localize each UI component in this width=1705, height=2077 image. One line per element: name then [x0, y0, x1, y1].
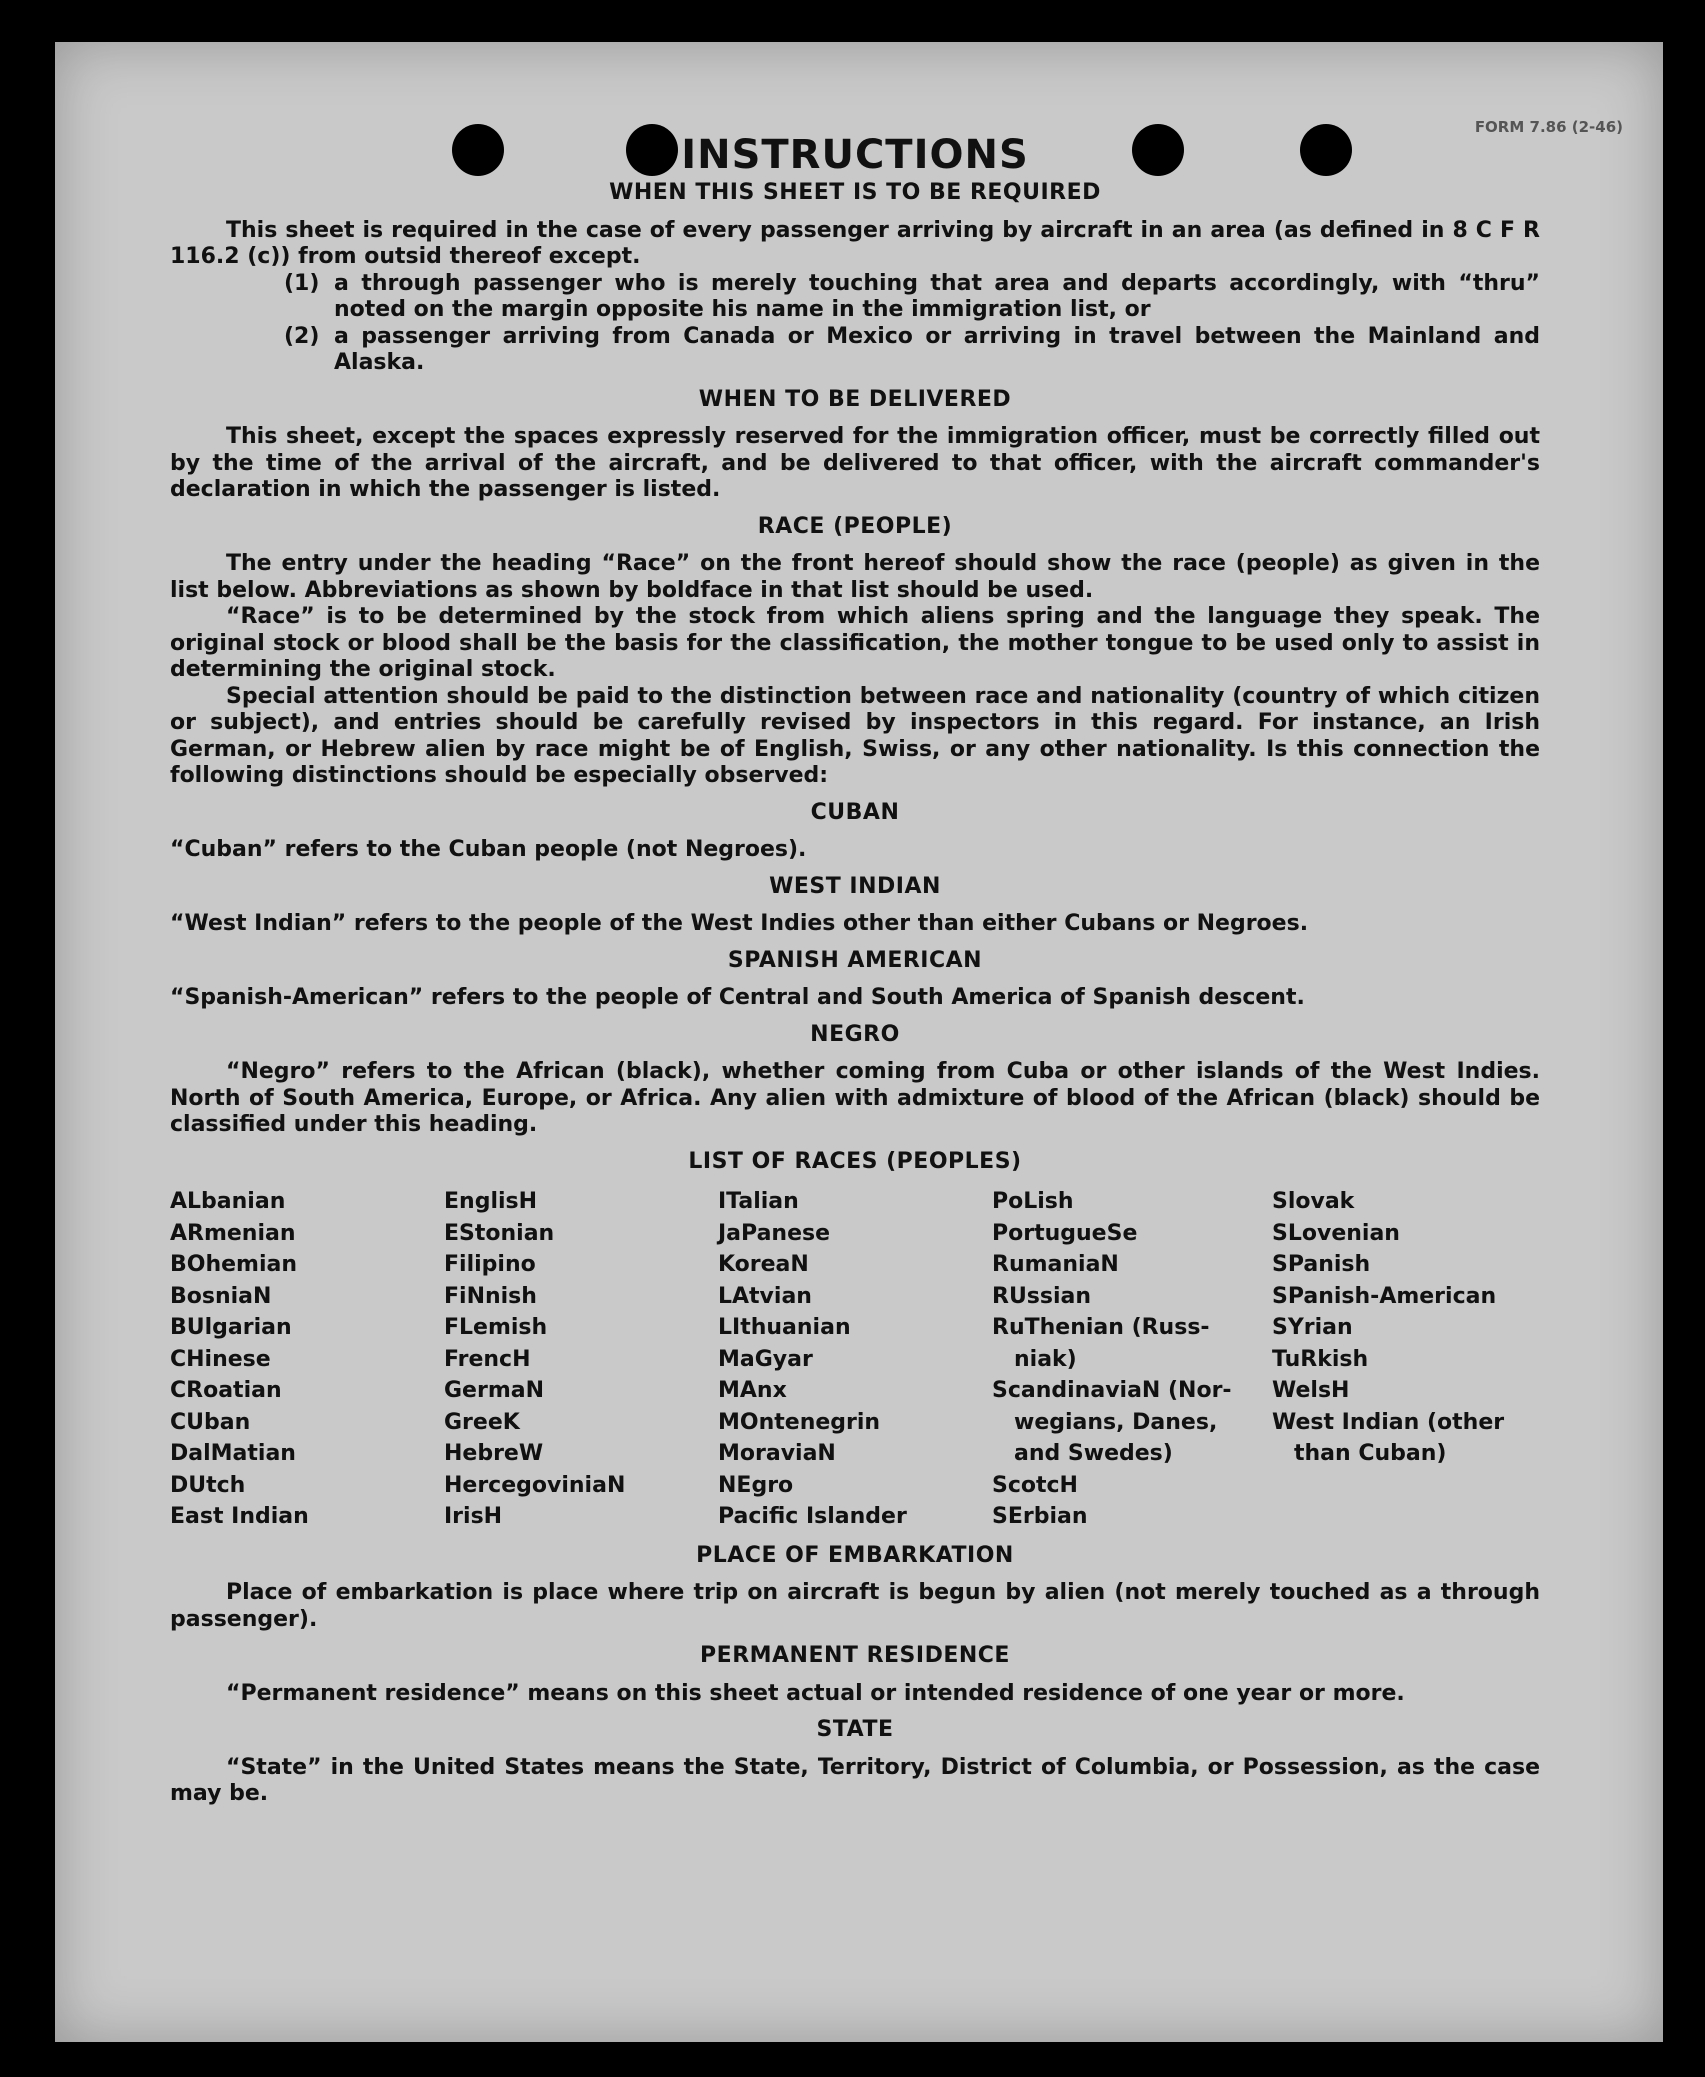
race-item: SPanish-American: [1272, 1283, 1497, 1309]
race-item: FiNnish: [444, 1283, 537, 1309]
race-paragraph: Special attention should be paid to the distinction between race and nationality (country of which citizen or subject), and entries should be carefully revised by inspectors in this regard. For instance, an Irish German, or Hebrew alien by race might be of English, Swiss, or any other nationality. Is this connection the following distinctions should be especially observed:: [170, 683, 1540, 788]
race-column: [718, 1186, 992, 1533]
race-item: CRoatian: [170, 1378, 282, 1403]
race-item: BosniaN: [170, 1283, 272, 1309]
spanish-american-text: “Spanish-American” refers to the people of Central and South America of Spanish descent.: [170, 985, 1305, 1010]
heading-cuban: CUBAN: [810, 799, 900, 825]
race-item: Pacific Islander: [718, 1504, 907, 1529]
race-paragraph: “Race” is to be determined by the stock from which aliens spring and the language they speak. The original stock or blood shall be the basis for the classification, the mother tongue to be used only to assist in determining the original stock.: [170, 604, 1540, 682]
exception-number: (1): [284, 270, 320, 296]
race-item: CHinese: [170, 1346, 271, 1372]
race-item: PoLish: [992, 1189, 1074, 1214]
heading-permanent-residence: PERMANENT RESIDENCE: [700, 1643, 1010, 1668]
when-required-intro: This sheet is required in the case of every passenger arriving by aircraft in an area (as defined in 8 C F R 116.2 (c)) from outsid thereof except.: [170, 217, 1540, 269]
race-item: LAtvian: [718, 1283, 812, 1309]
race-item: SYrian: [1272, 1315, 1353, 1340]
race-item: FrencH: [444, 1346, 531, 1372]
race-column: [170, 1186, 444, 1533]
form-number: FORM 7.86 (2-46): [1474, 118, 1623, 136]
race-item: CUban: [170, 1409, 251, 1435]
race-item: EStonian: [444, 1220, 555, 1246]
race-item: wegians, Danes,: [1014, 1409, 1218, 1435]
race-item: ARmenian: [170, 1220, 296, 1246]
race-column: [992, 1186, 1272, 1533]
race-item: West Indian (other: [1272, 1409, 1505, 1435]
instructions-body: [170, 132, 1540, 1808]
race-item: ScotcH: [992, 1472, 1078, 1498]
heading-negro: NEGRO: [810, 1021, 900, 1047]
residence-text: “Permanent residence” means on this sheet actual or intended residence of one year or more.: [226, 1680, 1405, 1706]
race-item: HebreW: [444, 1441, 544, 1466]
heading-when-delivered: WHEN TO BE DELIVERED: [698, 386, 1012, 412]
race-item: niak): [1014, 1346, 1077, 1372]
race-item: SErbian: [992, 1504, 1088, 1529]
race-item: ITalian: [718, 1189, 799, 1214]
heading-west-indian: WEST INDIAN: [769, 873, 941, 899]
race-item: IrisH: [444, 1504, 503, 1529]
race-item: GermaN: [444, 1378, 545, 1403]
race-item: DUtch: [170, 1472, 246, 1498]
race-list: [170, 1186, 1540, 1533]
state-text: “State” in the United States means the State, Territory, District of Columbia, or Possession, as the case may be.: [170, 1754, 1540, 1806]
race-item: WelsH: [1272, 1378, 1350, 1403]
race-item: RUssian: [992, 1283, 1092, 1309]
race-item: MaGyar: [718, 1346, 813, 1372]
race-item: MAnx: [718, 1378, 787, 1403]
when-delivered-text: This sheet, except the spaces expressly reserved for the immigration officer, must be correctly filled out by the time of the arrival of the aircraft, and be delivered to that officer, with the aircraft commander's declaration in which the passenger is listed.: [170, 424, 1540, 502]
embarkation-text: Place of embarkation is place where trip on aircraft is begun by alien (not merely touched as a through passenger).: [170, 1580, 1540, 1632]
heading-when-required: WHEN THIS SHEET IS TO BE REQUIRED: [609, 180, 1101, 205]
heading-list-of-races: LIST OF RACES (PEOPLES): [688, 1148, 1022, 1174]
heading-spanish-american: SPANISH AMERICAN: [727, 947, 983, 973]
race-item: EnglisH: [444, 1189, 538, 1214]
race-item: Slovak: [1272, 1189, 1355, 1214]
race-item: KoreaN: [718, 1252, 809, 1277]
race-item: East Indian: [170, 1504, 309, 1529]
exception-text: a passenger arriving from Canada or Mexico or arriving in travel between the Mainland and Alaska.: [334, 323, 1540, 375]
exception-number: (2): [284, 323, 320, 349]
race-item: than Cuban): [1294, 1441, 1447, 1466]
race-item: LIthuanian: [718, 1315, 851, 1340]
race-item: RumaniaN: [992, 1252, 1119, 1277]
race-column: [444, 1186, 718, 1533]
race-item: BUlgarian: [170, 1315, 292, 1340]
race-item: Filipino: [444, 1252, 536, 1277]
cuban-text: “Cuban” refers to the Cuban people (not Negroes).: [170, 837, 807, 862]
west-indian-text: “West Indian” refers to the people of the West Indies other than either Cubans or Negroes.: [170, 911, 1309, 936]
race-item: and Swedes): [1014, 1441, 1173, 1466]
exception-text: a through passenger who is merely touching that area and departs accordingly, with “thru” noted on the margin opposite his name in the immigration list, or: [334, 270, 1540, 322]
race-item: JaPanese: [718, 1220, 831, 1246]
race-item: DalMatian: [170, 1441, 296, 1466]
negro-text: “Negro” refers to the African (black), whether coming from Cuba or other islands of the West Indies. North of South America, Europe, or Africa. Any alien with admixture of blood of the African (black) should be classified under this heading.: [170, 1059, 1540, 1137]
exception-item: [170, 271, 1540, 324]
race-item: NEgro: [718, 1472, 794, 1498]
race-item: GreeK: [444, 1409, 520, 1435]
race-item: TuRkish: [1272, 1346, 1369, 1372]
race-item: BOhemian: [170, 1252, 298, 1277]
exception-item: [170, 324, 1540, 377]
page-title: INSTRUCTIONS: [681, 132, 1029, 178]
heading-race: RACE (PEOPLE): [757, 513, 953, 539]
race-column: [1272, 1186, 1540, 1533]
race-item: PortugueSe: [992, 1220, 1138, 1246]
race-item: RuThenian (Russ-: [992, 1315, 1210, 1340]
heading-state: STATE: [816, 1717, 894, 1742]
race-item: MoraviaN: [718, 1441, 836, 1466]
race-paragraph: The entry under the heading “Race” on the front hereof should show the race (people) as given in the list below. Abbreviations as shown by boldface in that list should be used.: [170, 551, 1540, 603]
race-item: ALbanian: [170, 1189, 286, 1214]
race-item: ScandinaviaN (Nor-: [992, 1378, 1232, 1403]
race-item: FLemish: [444, 1315, 548, 1340]
race-item: HercegoviniaN: [444, 1472, 626, 1498]
race-item: MOntenegrin: [718, 1409, 881, 1435]
heading-embarkation: PLACE OF EMBARKATION: [696, 1542, 1014, 1568]
race-item: SPanish: [1272, 1252, 1371, 1277]
race-item: SLovenian: [1272, 1220, 1400, 1246]
